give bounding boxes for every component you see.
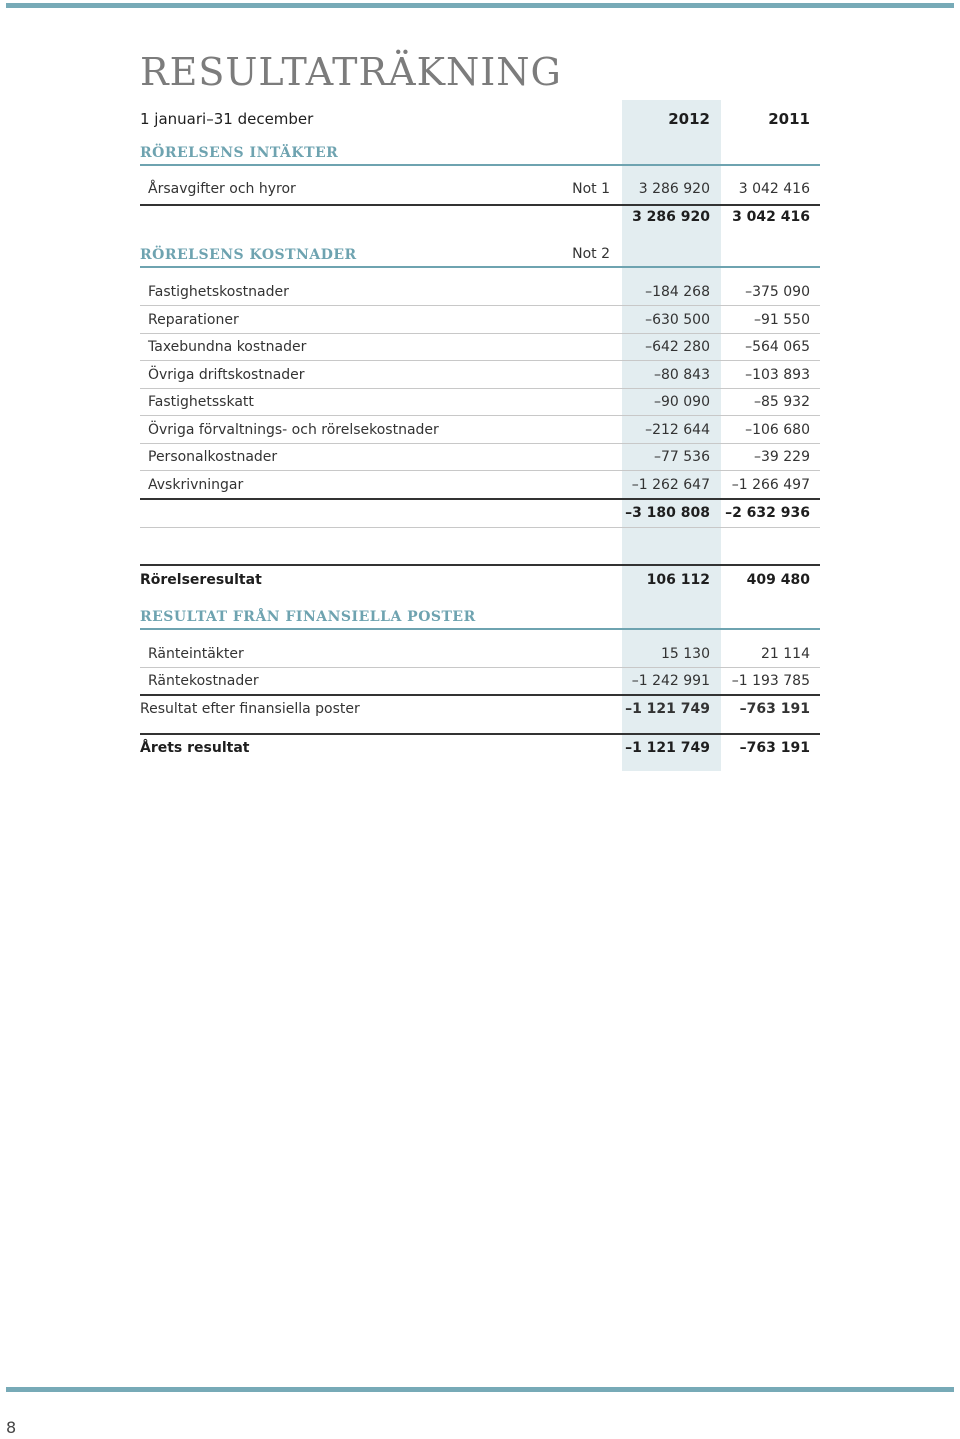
value-2011: 3 042 416 [738, 181, 810, 197]
value-2012: –77 536 [654, 449, 710, 465]
section-heading-finansiella: RESULTAT FRÅN FINANSIELLA POSTER [140, 609, 476, 625]
value-2012: –642 280 [645, 339, 710, 355]
table-row [0, 646, 960, 668]
table-row [0, 422, 960, 444]
note-reference: Not 1 [572, 181, 610, 197]
sum-rule [140, 498, 820, 500]
total-row [0, 572, 960, 594]
total-row [0, 740, 960, 762]
value-2012: 15 130 [661, 646, 710, 662]
row-label: Reparationer [148, 312, 239, 328]
value-2012: –212 644 [645, 422, 710, 438]
sum-rule [140, 733, 820, 735]
value-2011: –103 893 [745, 367, 810, 383]
row-label: Taxebundna kostnader [148, 339, 307, 355]
value-2012: 3 286 920 [632, 209, 710, 225]
table-row [0, 701, 960, 723]
subtotal-row [0, 209, 960, 231]
row-divider [140, 415, 820, 416]
section-heading-intakter: RÖRELSENS INTÄKTER [140, 145, 339, 161]
year-header-2012: 2012 [668, 110, 710, 128]
value-2012: 106 112 [646, 572, 710, 588]
row-divider [140, 333, 820, 334]
table-row [0, 339, 960, 361]
value-2011: –39 229 [754, 449, 810, 465]
page-number: 8 [6, 1418, 17, 1437]
top-accent-bar [6, 3, 954, 8]
value-2011: –375 090 [745, 284, 810, 300]
section-rule [140, 628, 820, 630]
row-label: Personalkostnader [148, 449, 278, 465]
bottom-accent-bar [6, 1387, 954, 1392]
row-divider [140, 305, 820, 306]
value-2011: –1 266 497 [731, 477, 810, 493]
row-divider [140, 667, 820, 668]
row-label: Fastighetskostnader [148, 284, 289, 300]
value-2012: –3 180 808 [625, 505, 710, 521]
row-label: Rörelseresultat [140, 572, 262, 588]
row-label: Resultat efter finansiella poster [140, 701, 360, 717]
value-2012: –630 500 [645, 312, 710, 328]
period-label: 1 januari–31 december [140, 110, 314, 128]
row-label: Övriga förvaltnings- och rörelsekostnader [148, 422, 439, 438]
value-2012: –1 242 991 [631, 673, 710, 689]
table-row [0, 181, 960, 203]
row-label: Övriga driftskostnader [148, 367, 305, 383]
sum-rule [140, 204, 820, 206]
page-title: RESULTATRÄKNING [140, 50, 562, 94]
row-label: Ränteintäkter [148, 646, 244, 662]
value-2011: –763 191 [739, 740, 810, 756]
table-row [0, 284, 960, 306]
value-2012: –1 121 749 [625, 740, 710, 756]
note-row [0, 246, 960, 268]
value-2011: –564 065 [745, 339, 810, 355]
value-2012: –90 090 [654, 394, 710, 410]
row-label: Fastighetsskatt [148, 394, 254, 410]
sum-rule [140, 564, 820, 566]
value-2011: –1 193 785 [731, 673, 810, 689]
value-2011: 409 480 [746, 572, 810, 588]
value-2012: –80 843 [654, 367, 710, 383]
row-divider [140, 470, 820, 471]
note-reference: Not 2 [572, 246, 610, 262]
row-label: Räntekostnader [148, 673, 259, 689]
value-2012: –1 121 749 [625, 701, 710, 717]
row-divider [140, 527, 820, 528]
value-2011: –763 191 [739, 701, 810, 717]
value-2012: –184 268 [645, 284, 710, 300]
table-row [0, 673, 960, 695]
table-row [0, 394, 960, 416]
row-divider [140, 388, 820, 389]
row-divider [140, 360, 820, 361]
section-rule [140, 164, 820, 166]
value-2011: –2 632 936 [725, 505, 810, 521]
value-2011: –85 932 [754, 394, 810, 410]
year-header-2011: 2011 [768, 110, 810, 128]
row-label: Avskrivningar [148, 477, 244, 493]
value-2011: 21 114 [761, 646, 810, 662]
value-2011: 3 042 416 [732, 209, 810, 225]
row-divider [140, 443, 820, 444]
value-2011: –106 680 [745, 422, 810, 438]
sum-rule [140, 694, 820, 696]
table-row [0, 312, 960, 334]
row-label: Årsavgifter och hyror [148, 181, 296, 197]
row-label: Årets resultat [140, 740, 250, 756]
subtotal-row [0, 505, 960, 527]
value-2012: –1 262 647 [631, 477, 710, 493]
value-2012: 3 286 920 [638, 181, 710, 197]
value-2011: –91 550 [754, 312, 810, 328]
section-rule [140, 266, 820, 268]
section-heading-kostnader: RÖRELSENS KOSTNADER [140, 247, 357, 263]
table-row [0, 477, 960, 499]
table-row [0, 449, 960, 471]
table-row [0, 367, 960, 389]
